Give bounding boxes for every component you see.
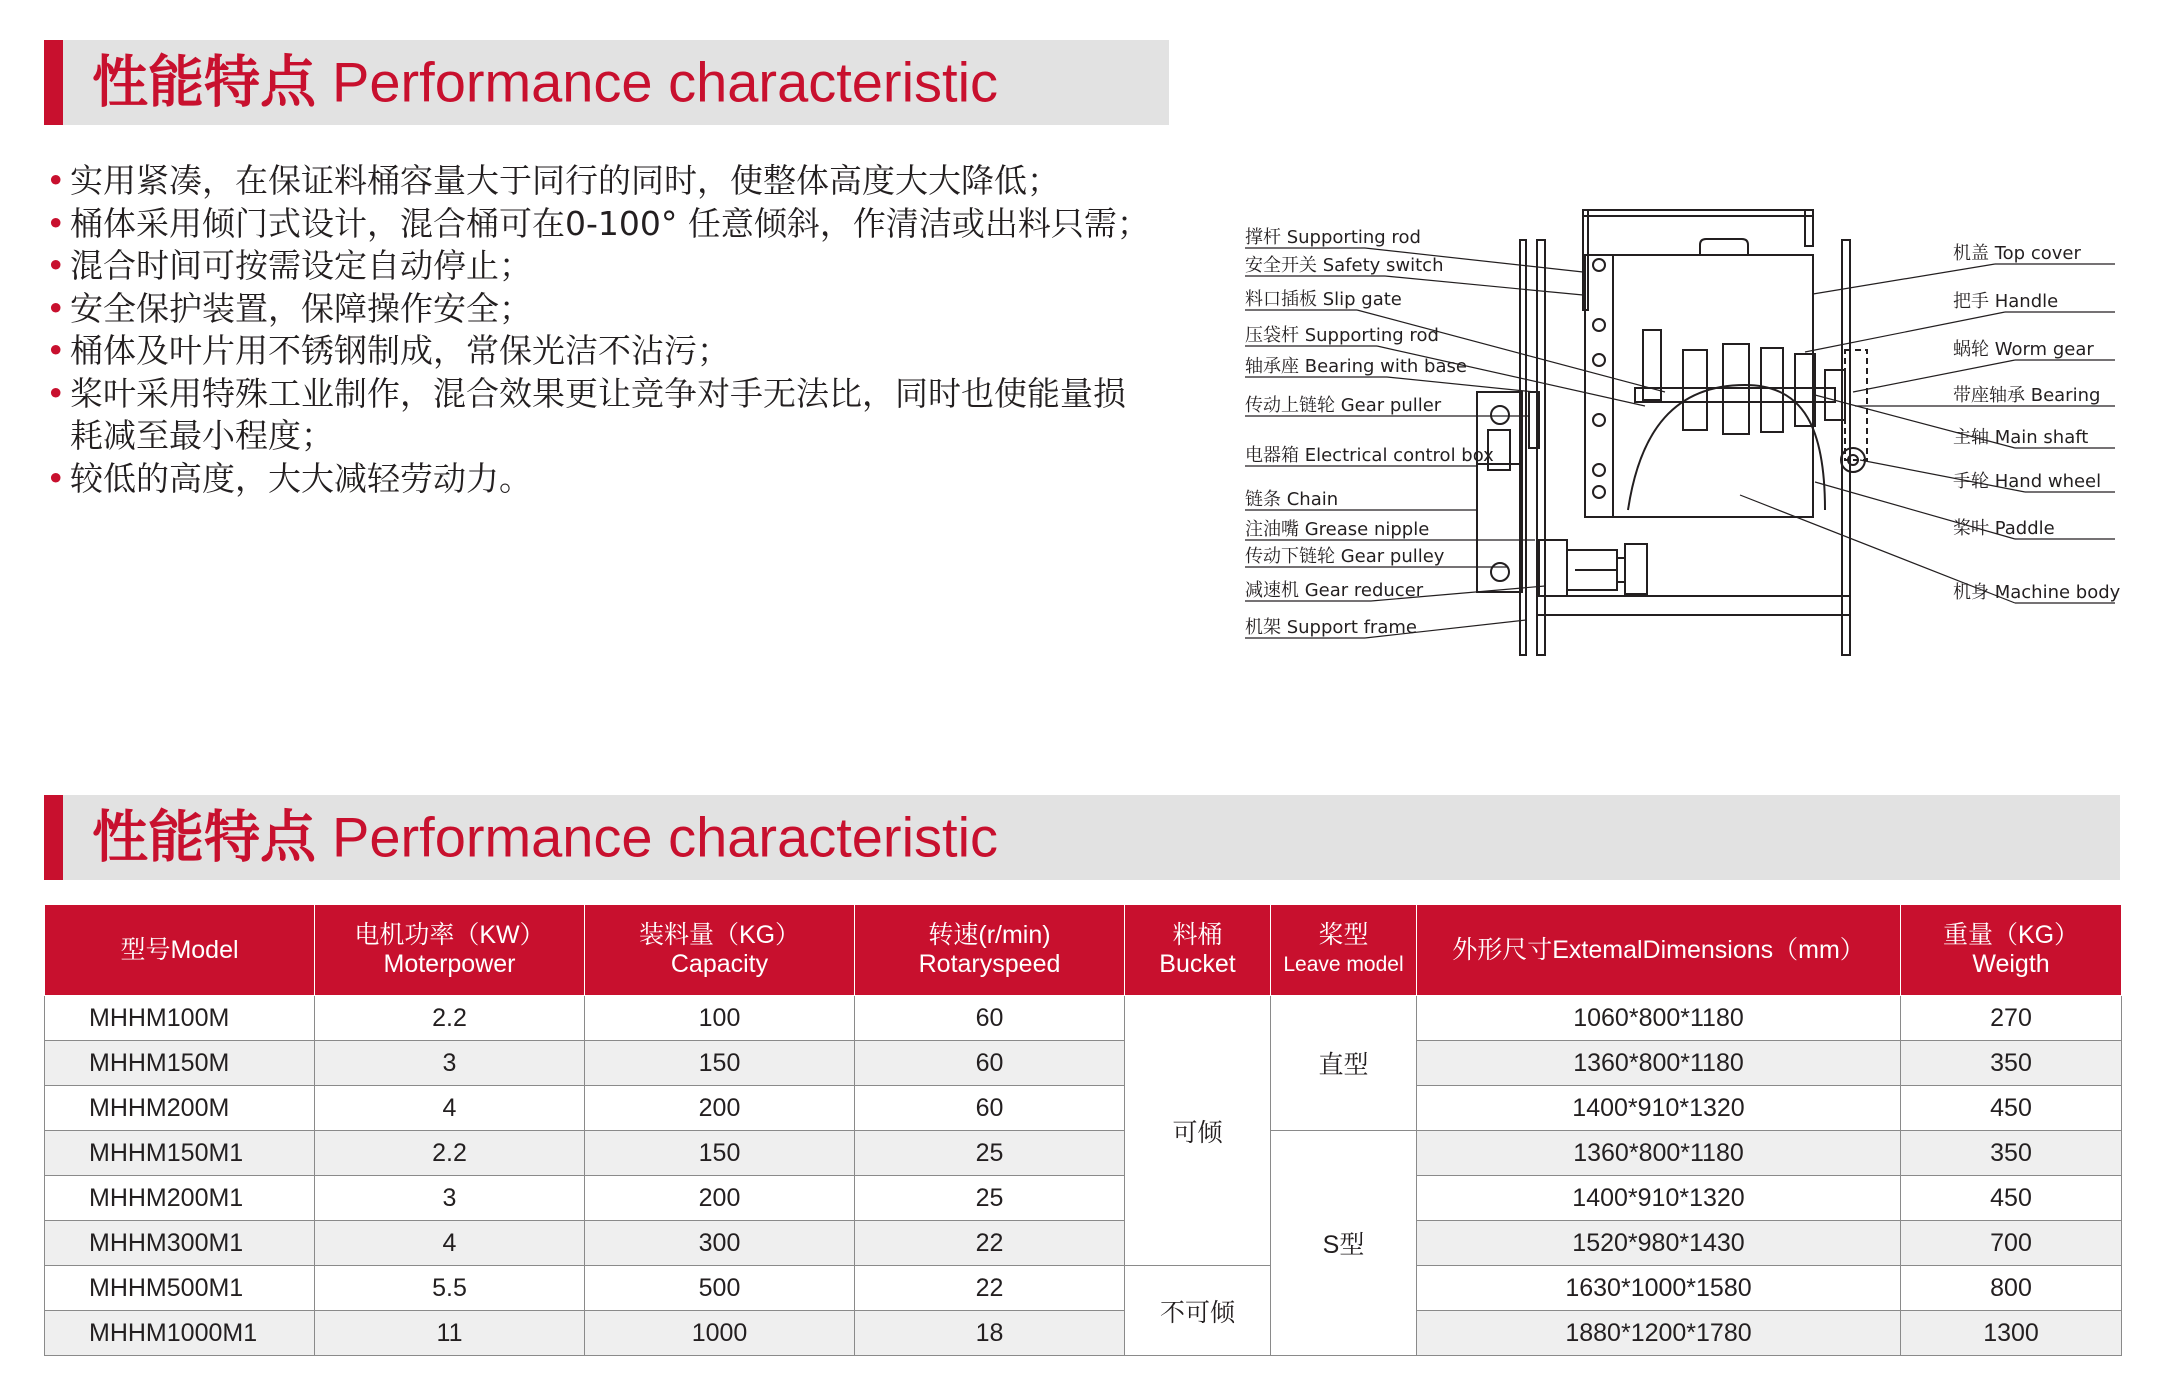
label-chain: 链条 Chain	[1245, 489, 1339, 510]
feature-item: • 安全保护装置，保障操作安全；	[46, 288, 1196, 331]
bullet-icon: •	[46, 331, 66, 370]
cell-speed: 60	[855, 1086, 1125, 1131]
table-row	[45, 1131, 2122, 1176]
diagram-labels-right	[1953, 243, 2121, 603]
cell-paddle-s: S型	[1271, 1131, 1417, 1356]
cell-speed: 60	[855, 996, 1125, 1041]
label-gear-reducer: 减速机 Gear reducer	[1245, 580, 1424, 601]
cell-speed: 25	[855, 1176, 1125, 1221]
cell-dimensions: 1630*1000*1580	[1417, 1266, 1901, 1311]
table-row	[45, 1311, 2122, 1356]
header-rotary-speed: 转速(r/min) Rotaryspeed	[855, 905, 1125, 996]
label-electrical-control-box: 电器箱 Electrical control box	[1245, 445, 1494, 466]
bullet-icon: •	[46, 246, 66, 285]
bullet-icon: •	[46, 458, 66, 498]
cell-speed: 60	[855, 1041, 1125, 1086]
bullet-icon: •	[46, 373, 66, 413]
label-gear-pulley: 传动下链轮 Gear pulley	[1245, 546, 1445, 567]
header-leave-model: 桨型 Leave model	[1271, 905, 1417, 996]
cell-weight: 450	[1901, 1086, 2122, 1131]
spec-table	[44, 904, 2122, 1356]
table-header-row	[45, 905, 2122, 996]
label-supporting-rod-2: 压袋杆 Supporting rod	[1245, 325, 1439, 346]
table-row	[45, 1221, 2122, 1266]
section-title-en: Performance characteristic	[332, 805, 999, 868]
cell-model: MHHM150M1	[45, 1131, 315, 1176]
mixer-diagram	[1245, 130, 2125, 730]
cell-capacity: 500	[585, 1266, 855, 1311]
cell-model: MHHM1000M1	[45, 1311, 315, 1356]
cell-speed: 18	[855, 1311, 1125, 1356]
cell-weight: 270	[1901, 996, 2122, 1041]
cell-dimensions: 1400*910*1320	[1417, 1176, 1901, 1221]
cell-paddle-straight: 直型	[1271, 996, 1417, 1131]
label-grease-nipple: 注油嘴 Grease nipple	[1245, 519, 1430, 540]
label-hand-wheel: 手轮 Hand wheel	[1953, 471, 2102, 492]
cell-power: 3	[315, 1041, 585, 1086]
section-header-specs	[44, 795, 2120, 880]
label-machine-body: 机身 Machine body	[1953, 582, 2121, 603]
cell-capacity: 1000	[585, 1311, 855, 1356]
cell-power: 2.2	[315, 996, 585, 1041]
cell-power: 2.2	[315, 1131, 585, 1176]
table-row	[45, 1086, 2122, 1131]
cell-power: 11	[315, 1311, 585, 1356]
label-worm-gear: 蜗轮 Worm gear	[1953, 339, 2094, 360]
label-gear-puller: 传动上链轮 Gear puller	[1245, 395, 1442, 416]
header-accent	[44, 40, 63, 125]
feature-list	[46, 160, 1196, 500]
label-handle: 把手 Handle	[1953, 291, 2059, 312]
label-bearing-with-base: 轴承座 Bearing with base	[1245, 356, 1467, 377]
section-title-zh: 性能特点	[92, 805, 316, 870]
cell-model: MHHM300M1	[45, 1221, 315, 1266]
cell-model: MHHM500M1	[45, 1266, 315, 1311]
section-title	[92, 805, 999, 870]
header-weight: 重量（KG） Weigth	[1901, 905, 2122, 996]
cell-dimensions: 1880*1200*1780	[1417, 1311, 1901, 1356]
cell-weight: 450	[1901, 1176, 2122, 1221]
cell-power: 4	[315, 1221, 585, 1266]
feature-item: • 桶体采用倾门式设计，混合桶可在0-100° 任意倾斜，作清洁或出料只需；	[46, 203, 1196, 246]
feature-item: • 桨叶采用特殊工业制作，混合效果更让竞争对手无法比，同时也使能量损	[46, 373, 1196, 416]
cell-speed: 22	[855, 1266, 1125, 1311]
section-title	[92, 50, 999, 115]
cell-power: 5.5	[315, 1266, 585, 1311]
bullet-icon: •	[46, 161, 66, 200]
cell-model: MHHM200M1	[45, 1176, 315, 1221]
cell-weight: 350	[1901, 1131, 2122, 1176]
cell-capacity: 100	[585, 996, 855, 1041]
diagram-labels-left	[1245, 227, 1494, 638]
table-row	[45, 1041, 2122, 1086]
cell-weight: 800	[1901, 1266, 2122, 1311]
feature-item-continued: 耗减至最小程度；	[70, 416, 334, 455]
cell-power: 4	[315, 1086, 585, 1131]
label-support-frame: 机架 Support frame	[1245, 617, 1417, 638]
cell-dimensions: 1400*910*1320	[1417, 1086, 1901, 1131]
feature-item: • 较低的高度，大大减轻劳动力。	[46, 458, 1196, 501]
header-bucket: 料桶 Bucket	[1125, 905, 1271, 996]
label-supporting-rod: 撑杆 Supporting rod	[1245, 227, 1421, 248]
section-title-en: Performance characteristic	[332, 50, 999, 113]
cell-capacity: 150	[585, 1131, 855, 1176]
cell-speed: 22	[855, 1221, 1125, 1266]
header-accent	[44, 795, 63, 880]
cell-weight: 350	[1901, 1041, 2122, 1086]
cell-weight: 700	[1901, 1221, 2122, 1266]
cell-model: MHHM100M	[45, 996, 315, 1041]
table-row	[45, 1176, 2122, 1221]
table-row	[45, 1266, 2122, 1311]
section-title-zh: 性能特点	[92, 50, 316, 115]
feature-item: • 实用紧凑，在保证料桶容量大于同行的同时，使整体高度大大降低；	[46, 160, 1196, 203]
header-motor-power: 电机功率（KW） Moterpower	[315, 905, 585, 996]
feature-item: • 桶体及叶片用不锈钢制成，常保光洁不沾污；	[46, 330, 1196, 373]
cell-capacity: 150	[585, 1041, 855, 1086]
cell-weight: 1300	[1901, 1311, 2122, 1356]
feature-item: • 混合时间可按需设定自动停止；	[46, 245, 1196, 288]
header-dimensions: 外形尺寸ExtemalDimensions（mm）	[1417, 905, 1901, 996]
table-row	[45, 996, 2122, 1041]
cell-capacity: 200	[585, 1176, 855, 1221]
header-model: 型号Model	[45, 905, 315, 996]
cell-dimensions: 1060*800*1180	[1417, 996, 1901, 1041]
label-safety-switch: 安全开关 Safety switch	[1245, 255, 1444, 276]
cell-power: 3	[315, 1176, 585, 1221]
cell-speed: 25	[855, 1131, 1125, 1176]
label-paddle: 桨叶 Paddle	[1953, 518, 2055, 539]
bullet-icon: •	[46, 288, 66, 328]
label-slip-gate: 料口插板 Slip gate	[1245, 289, 1402, 310]
cell-dimensions: 1360*800*1180	[1417, 1131, 1901, 1176]
cell-dimensions: 1360*800*1180	[1417, 1041, 1901, 1086]
cell-bucket-tiltable: 可倾	[1125, 996, 1271, 1266]
cell-dimensions: 1520*980*1430	[1417, 1221, 1901, 1266]
cell-capacity: 300	[585, 1221, 855, 1266]
section-header-features	[44, 40, 1169, 125]
label-main-shaft: 主轴 Main shaft	[1953, 427, 2089, 448]
cell-model: MHHM200M	[45, 1086, 315, 1131]
machine-drawing	[1477, 210, 1867, 655]
label-top-cover: 机盖 Top cover	[1953, 243, 2081, 264]
cell-model: MHHM150M	[45, 1041, 315, 1086]
label-bearing: 带座轴承 Bearing	[1953, 385, 2101, 406]
cell-bucket-fixed: 不可倾	[1125, 1266, 1271, 1356]
bullet-icon: •	[46, 203, 66, 243]
cell-capacity: 200	[585, 1086, 855, 1131]
header-capacity: 装料量（KG） Capacity	[585, 905, 855, 996]
